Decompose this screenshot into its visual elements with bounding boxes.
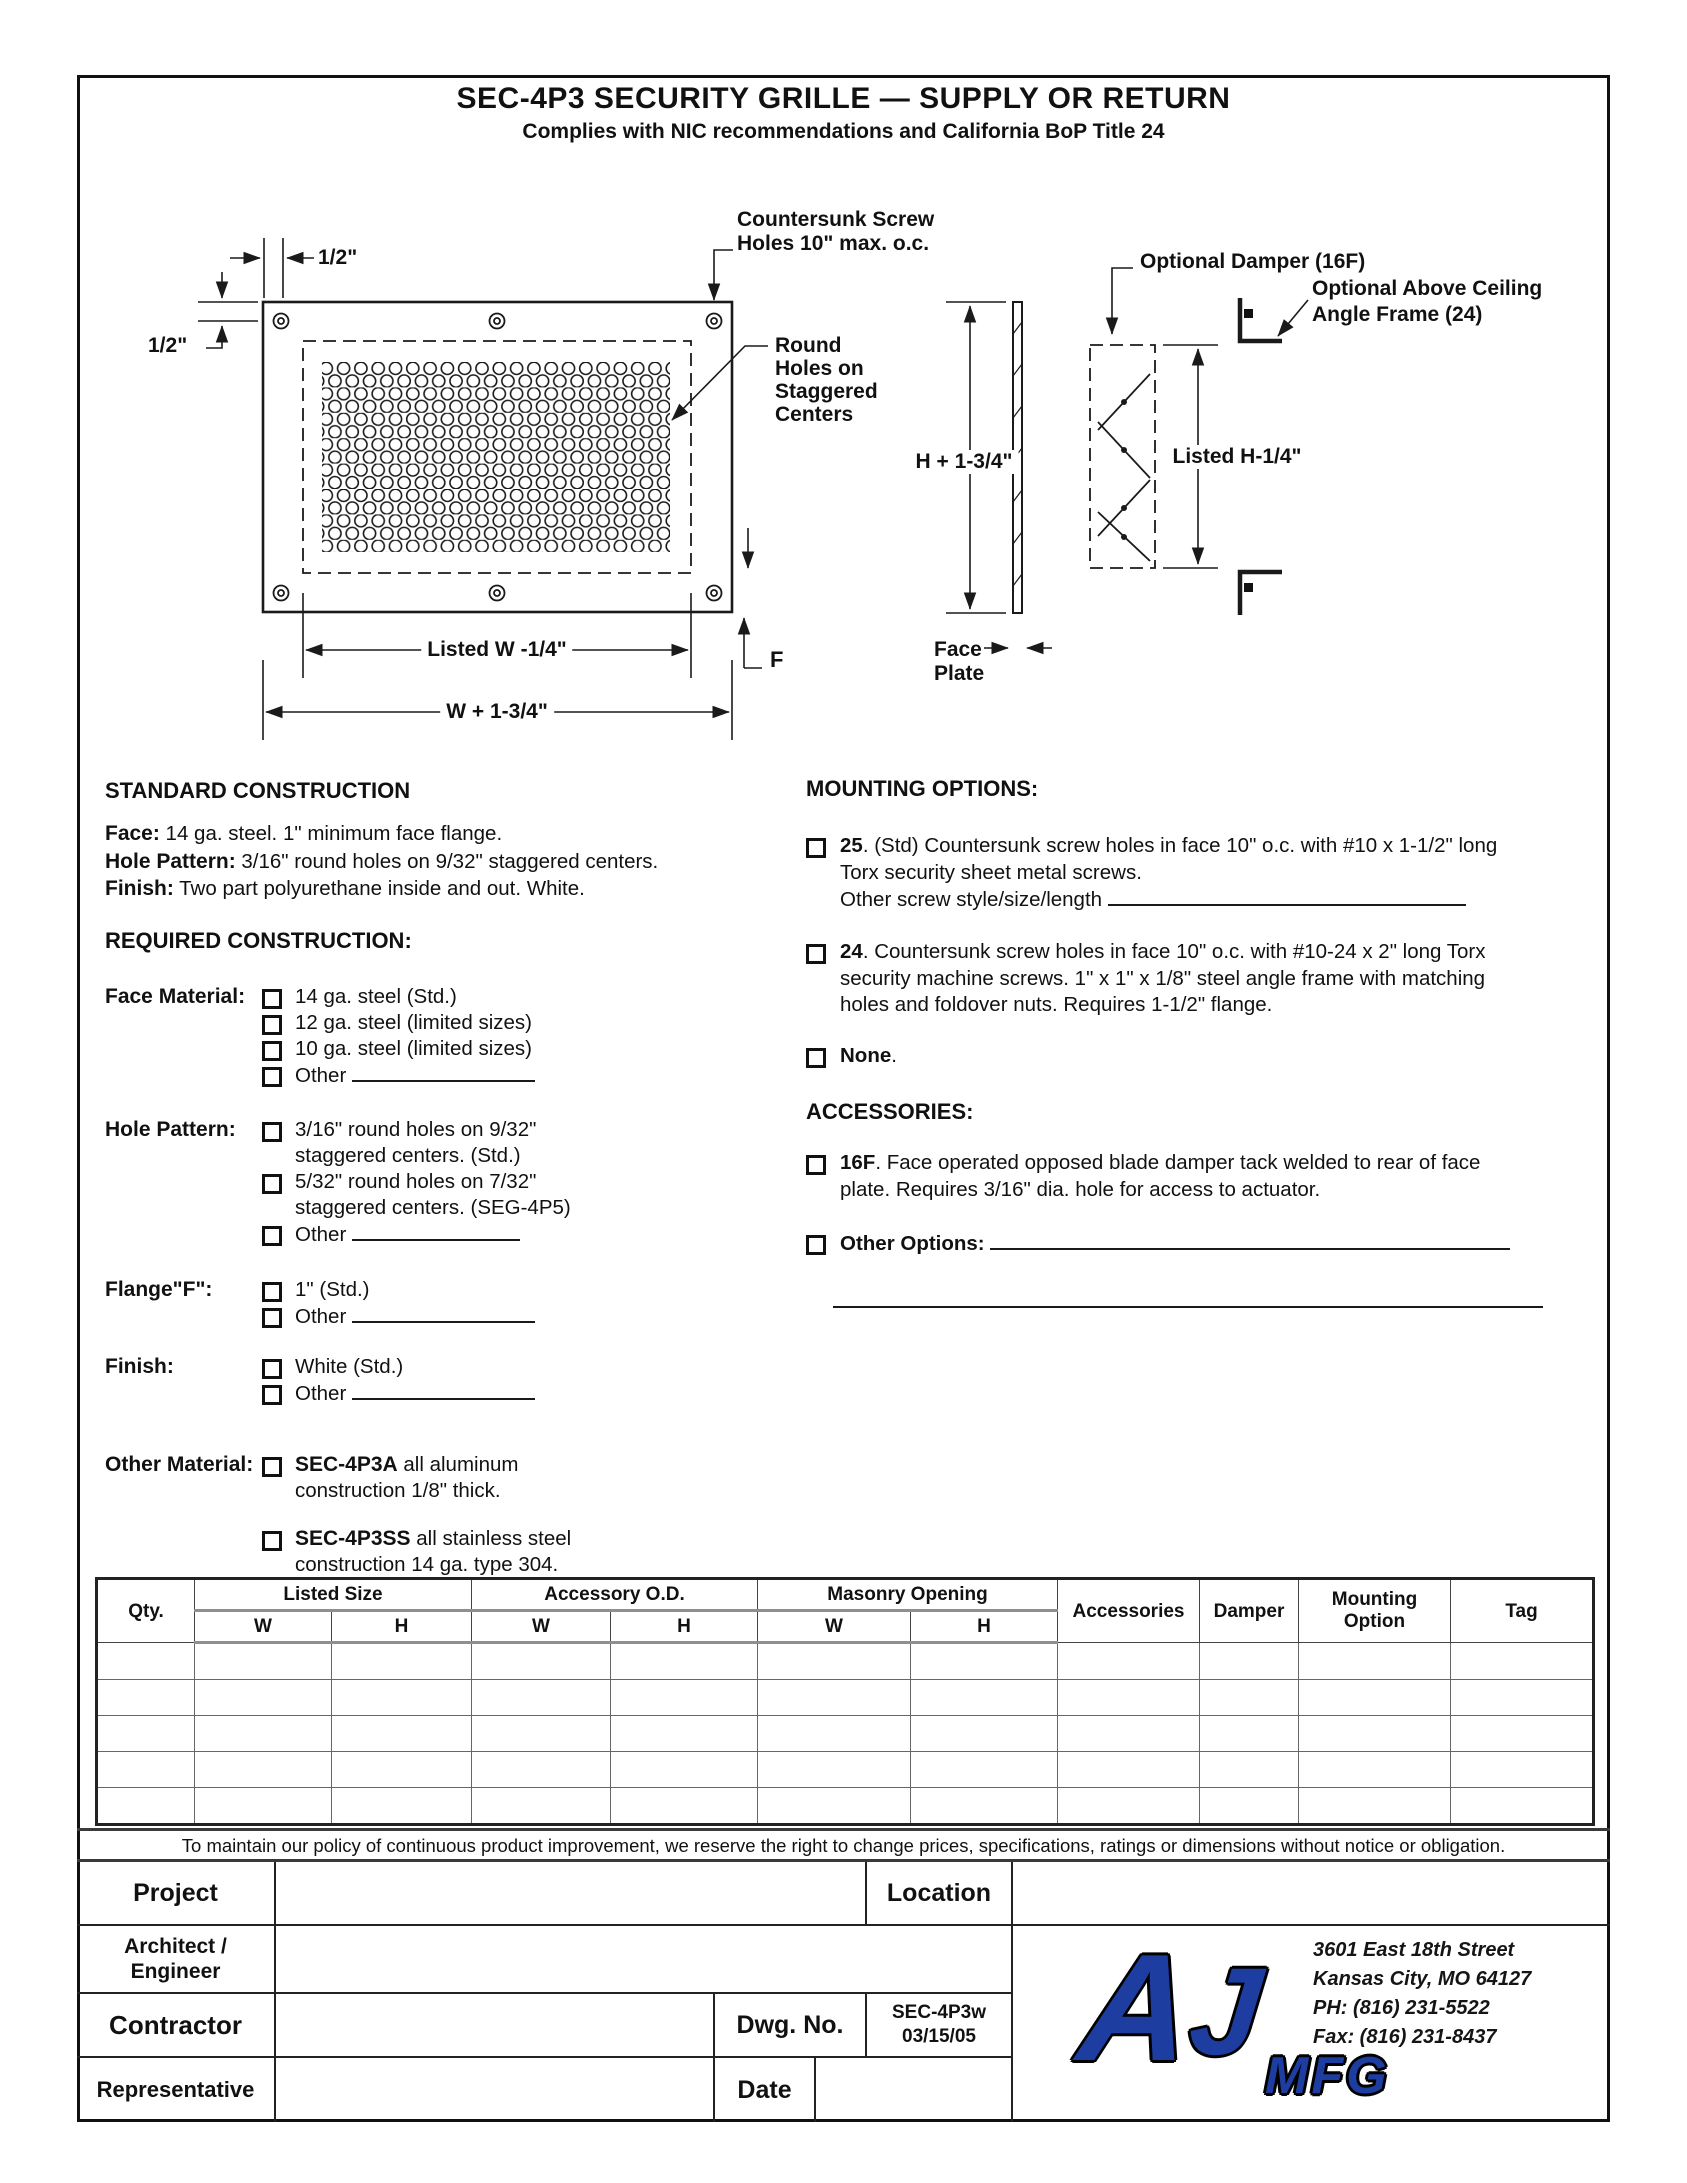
dim-flange-f: F: [770, 647, 784, 672]
table-cell[interactable]: [911, 1680, 1058, 1716]
representative-label: Representative: [77, 2058, 276, 2122]
checkbox[interactable]: [262, 1174, 282, 1194]
dim-total-h: H + 1-3/4": [910, 450, 1019, 474]
table-cell[interactable]: [911, 1716, 1058, 1752]
table-cell[interactable]: [758, 1643, 911, 1680]
col-header-h: H: [911, 1611, 1058, 1643]
fill-in-blank[interactable]: [352, 1303, 535, 1323]
table-cell[interactable]: [1058, 1716, 1200, 1752]
face-plate-label: Face Plate: [934, 638, 985, 685]
dim-half-inch-left: 1/2": [148, 334, 188, 357]
dwg-no-label: Dwg. No.: [715, 1994, 867, 2058]
table-cell[interactable]: [1451, 1716, 1594, 1752]
std-finish-line: Finish: Two part polyurethane inside and out. White.: [105, 877, 585, 900]
table-cell[interactable]: [611, 1716, 758, 1752]
order-table: [95, 1577, 1595, 1826]
col-header-h: H: [611, 1611, 758, 1643]
table-row: [97, 1716, 1594, 1752]
title-block: [77, 1862, 1610, 2122]
std-face-line: Face: 14 ga. steel. 1" minimum face flange.: [105, 822, 503, 845]
table-cell[interactable]: [1299, 1752, 1451, 1788]
table-cell[interactable]: [1451, 1643, 1594, 1680]
option-row: Other: [262, 1303, 535, 1330]
table-cell[interactable]: [911, 1788, 1058, 1825]
table-cell[interactable]: [1299, 1643, 1451, 1680]
countersunk-note: Countersunk Screw Holes 10" max. o.c.: [737, 208, 935, 255]
col-header-qty: Qty.: [97, 1579, 195, 1643]
contractor-value[interactable]: [276, 1994, 715, 2058]
aj-mfg-logo: [1013, 1923, 1610, 2122]
order-table-body: [97, 1643, 1594, 1825]
table-cell[interactable]: [911, 1752, 1058, 1788]
option-row: 3/16" round holes on 9/32" staggered centers. (Std.): [262, 1117, 600, 1169]
checkbox[interactable]: [806, 1155, 826, 1175]
table-cell[interactable]: [472, 1716, 611, 1752]
project-label: Project: [77, 1862, 276, 1926]
checkbox[interactable]: [262, 1531, 282, 1551]
table-row: [97, 1643, 1594, 1680]
table-cell[interactable]: [195, 1643, 332, 1680]
checkbox[interactable]: [262, 1308, 282, 1328]
table-cell[interactable]: [195, 1716, 332, 1752]
project-value[interactable]: [276, 1862, 867, 1926]
table-cell[interactable]: [472, 1680, 611, 1716]
table-cell[interactable]: [1451, 1680, 1594, 1716]
page-subtitle: Complies with NIC recommendations and California BoP Title 24: [522, 120, 1165, 143]
option-row: 12 ga. steel (limited sizes): [262, 1010, 535, 1036]
round-holes-note: Round Holes on Staggered Centers: [775, 334, 878, 426]
table-cell[interactable]: [97, 1716, 195, 1752]
table-cell[interactable]: [332, 1716, 472, 1752]
fill-in-blank[interactable]: [833, 1288, 1543, 1308]
table-cell[interactable]: [1058, 1643, 1200, 1680]
table-cell[interactable]: [97, 1788, 195, 1825]
accessory-option-other: Other Options:: [806, 1230, 1530, 1258]
representative-value[interactable]: [276, 2058, 715, 2122]
checkbox[interactable]: [262, 1385, 282, 1405]
col-header-masonry-opening: Masonry Opening: [758, 1579, 1058, 1611]
ceiling-angle-frame-label: Optional Above Ceiling Angle Frame (24): [1312, 277, 1543, 326]
option-row: Other: [262, 1221, 600, 1248]
checkbox[interactable]: [262, 1359, 282, 1379]
checkbox[interactable]: [262, 989, 282, 1009]
architect-label: Architect / Engineer: [77, 1926, 276, 1994]
dwg-no-value: SEC-4P3w 03/15/05: [867, 1994, 1013, 2058]
table-cell[interactable]: [97, 1643, 195, 1680]
fill-in-blank[interactable]: [990, 1230, 1510, 1250]
logo-letter-j: J: [1183, 1943, 1268, 2081]
table-cell[interactable]: [1299, 1716, 1451, 1752]
col-header-w: W: [195, 1611, 332, 1643]
checkbox[interactable]: [262, 1041, 282, 1061]
group-flange: [105, 1277, 535, 1330]
table-cell[interactable]: [758, 1752, 911, 1788]
checkbox[interactable]: [806, 838, 826, 858]
group-hole-pattern: [105, 1117, 600, 1248]
col-header-accessory-od: Accessory O.D.: [472, 1579, 758, 1611]
table-cell[interactable]: [1200, 1680, 1299, 1716]
table-cell[interactable]: [611, 1643, 758, 1680]
checkbox[interactable]: [262, 1122, 282, 1142]
dim-total-w: W + 1-3/4": [440, 700, 554, 724]
group-label: Hole Pattern:: [105, 1118, 236, 1141]
table-cell[interactable]: [472, 1788, 611, 1825]
table-row: [97, 1752, 1594, 1788]
dim-listed-h: Listed H-1/4": [1167, 445, 1308, 469]
table-cell[interactable]: [1299, 1788, 1451, 1825]
table-cell[interactable]: [1200, 1752, 1299, 1788]
mounting-option-24: 24. Countersunk screw holes in face 10" o.c. with #10-24 x 2" long Torx security machine screws. 1" x 1" x 1/8" steel angle frame with matching holes and foldover nuts. Requires 1-1/2" flange.: [806, 939, 1530, 1019]
checkbox[interactable]: [806, 1235, 826, 1255]
option-row: Other: [262, 1062, 535, 1089]
col-header-w: W: [472, 1611, 611, 1643]
table-cell[interactable]: [1451, 1788, 1594, 1825]
col-header-accessories: Accessories: [1058, 1579, 1200, 1643]
table-cell[interactable]: [1451, 1752, 1594, 1788]
contractor-label: Contractor: [77, 1994, 276, 2058]
group-finish: [105, 1354, 535, 1407]
table-cell[interactable]: [911, 1643, 1058, 1680]
table-cell[interactable]: [195, 1752, 332, 1788]
table-cell[interactable]: [1058, 1680, 1200, 1716]
table-cell[interactable]: [1299, 1680, 1451, 1716]
location-value[interactable]: [1013, 1862, 1610, 1926]
table-cell[interactable]: [195, 1788, 332, 1825]
table-row: [97, 1680, 1594, 1716]
checkbox[interactable]: [262, 1015, 282, 1035]
table-cell[interactable]: [611, 1752, 758, 1788]
table-cell[interactable]: [332, 1788, 472, 1825]
optional-damper-label: Optional Damper (16F): [1140, 250, 1366, 273]
table-cell[interactable]: [472, 1643, 611, 1680]
col-header-mounting-option: Mounting Option: [1299, 1579, 1451, 1643]
fill-in-blank[interactable]: [352, 1221, 520, 1241]
page-title: SEC-4P3 SECURITY GRILLE — SUPPLY OR RETURN: [456, 82, 1231, 115]
checkbox[interactable]: [806, 1048, 826, 1068]
group-other-material: [105, 1452, 600, 1578]
col-header-w: W: [758, 1611, 911, 1643]
mounting-option-none: None.: [806, 1043, 1530, 1070]
group-label: Face Material:: [105, 985, 246, 1008]
table-cell[interactable]: [472, 1752, 611, 1788]
standard-construction-text: [105, 820, 745, 903]
table-cell[interactable]: [758, 1788, 911, 1825]
checkbox[interactable]: [262, 1282, 282, 1302]
col-header-h: H: [332, 1611, 472, 1643]
option-row: 10 ga. steel (limited sizes): [262, 1036, 535, 1062]
dim-listed-w: Listed W -1/4": [421, 638, 572, 662]
col-header-damper: Damper: [1200, 1579, 1299, 1643]
table-cell[interactable]: [1200, 1643, 1299, 1680]
table-cell[interactable]: [1200, 1716, 1299, 1752]
architect-value[interactable]: [276, 1926, 1013, 1994]
mounting-option-25: 25. (Std) Countersunk screw holes in face 10" o.c. with #10 x 1-1/2" long Torx security sheet metal screws. Other screw style/size/length: [806, 833, 1530, 914]
accessories-title: ACCESSORIES:: [806, 1099, 974, 1124]
group-label: Finish:: [105, 1355, 174, 1378]
checkbox[interactable]: [806, 944, 826, 964]
group-face-material: [105, 984, 535, 1089]
fill-in-blank[interactable]: [352, 1380, 535, 1400]
option-row: SEC-4P3SS all stainless steel construction 14 ga. type 304.: [262, 1526, 600, 1578]
table-cell[interactable]: [1200, 1788, 1299, 1825]
standard-construction-title: STANDARD CONSTRUCTION: [105, 778, 411, 803]
logo-letter-a: A: [1072, 1923, 1200, 2093]
option-row: 5/32" round holes on 7/32" staggered centers. (SEG-4P5): [262, 1169, 600, 1221]
table-cell[interactable]: [758, 1716, 911, 1752]
group-label: Other Material:: [105, 1453, 254, 1476]
option-row: SEC-4P3A all aluminum construction 1/8" thick.: [262, 1452, 600, 1504]
checkbox[interactable]: [262, 1067, 282, 1087]
fill-in-blank[interactable]: [1108, 886, 1466, 906]
accessory-option-16f: 16F. Face operated opposed blade damper tack welded to rear of face plate. Requires 3/16" dia. hole for access to actuator.: [806, 1150, 1530, 1203]
option-row: Other: [262, 1380, 535, 1407]
table-row: [97, 1788, 1594, 1825]
option-row: 1" (Std.): [262, 1277, 535, 1303]
logo-address: 3601 East 18th Street Kansas City, MO 64127 PH: (816) 231-5522 Fax: (816) 231-8437: [1313, 1939, 1532, 2048]
table-cell[interactable]: [97, 1752, 195, 1788]
logo-mfg-text: MFG: [1265, 2047, 1390, 2105]
dim-half-inch-top: 1/2": [318, 246, 358, 269]
table-cell[interactable]: [758, 1680, 911, 1716]
date-label: Date: [715, 2058, 816, 2122]
mounting-options-title: MOUNTING OPTIONS:: [806, 776, 1039, 801]
col-header-listed-size: Listed Size: [195, 1579, 472, 1611]
disclaimer: To maintain our policy of continuous product improvement, we reserve the right to change prices, specifications, ratings or dimensions without notice or obligation.: [77, 1828, 1610, 1862]
std-hole-line: Hole Pattern: 3/16" round holes on 9/32" staggered centers.: [105, 849, 659, 873]
fill-in-blank[interactable]: [352, 1062, 535, 1082]
grille-drawing: [0, 0, 1687, 900]
checkbox[interactable]: [262, 1457, 282, 1477]
table-cell[interactable]: [97, 1680, 195, 1716]
group-label: Flange"F":: [105, 1278, 213, 1301]
table-cell[interactable]: [1058, 1752, 1200, 1788]
table-cell[interactable]: [611, 1680, 758, 1716]
location-label: Location: [867, 1862, 1013, 1926]
table-cell[interactable]: [332, 1680, 472, 1716]
table-cell[interactable]: [332, 1752, 472, 1788]
table-cell[interactable]: [195, 1680, 332, 1716]
required-construction-title: REQUIRED CONSTRUCTION:: [105, 928, 412, 953]
table-cell[interactable]: [332, 1643, 472, 1680]
col-header-tag: Tag: [1451, 1579, 1594, 1643]
date-value[interactable]: [816, 2058, 1013, 2122]
table-cell[interactable]: [611, 1788, 758, 1825]
option-row: White (Std.): [262, 1354, 535, 1380]
checkbox[interactable]: [262, 1226, 282, 1246]
option-row: 14 ga. steel (Std.): [262, 984, 535, 1010]
table-cell[interactable]: [1058, 1788, 1200, 1825]
